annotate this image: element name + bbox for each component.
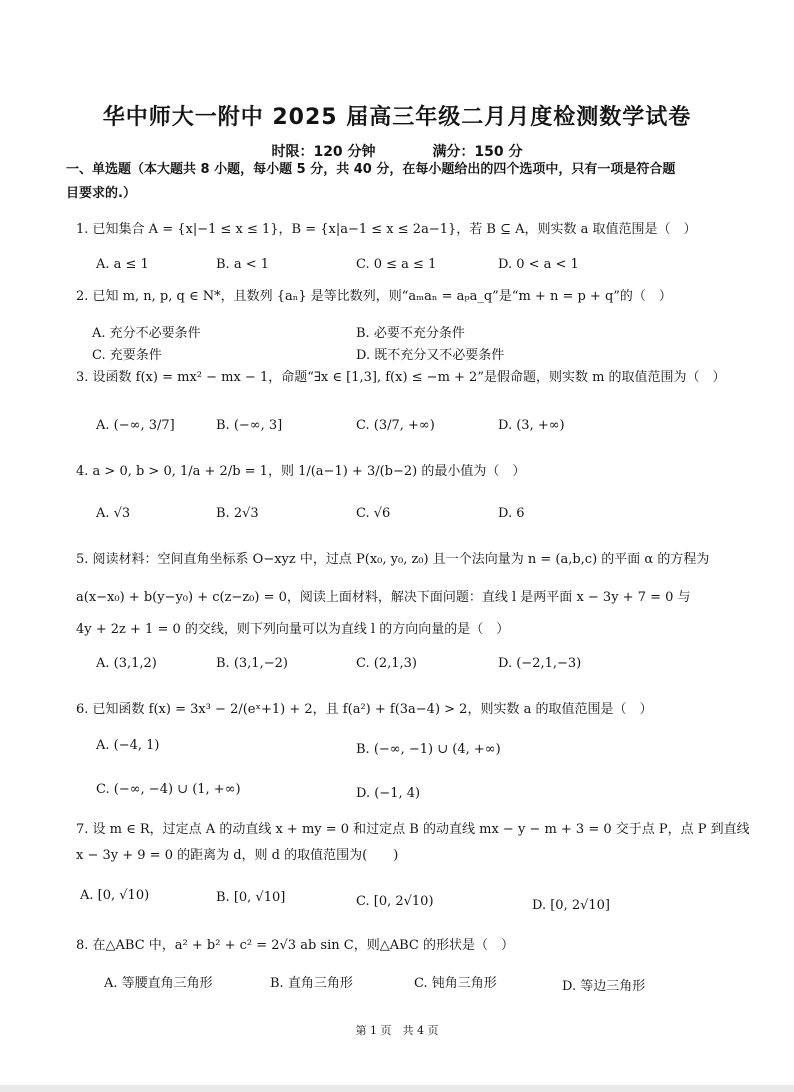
q1-option-a: A. a ≤ 1 — [96, 257, 149, 272]
q2-option-a: A. 充分不必要条件 — [92, 326, 201, 341]
q3-option-b: B. (−∞, 3] — [216, 418, 283, 433]
q2-option-b: B. 必要不充分条件 — [356, 326, 465, 341]
question-2-stem: 2. 已知 m, n, p, q ∈ N*，且数列 {aₙ} 是等比数列，则“aₘaₙ = aₚa_q”是“m + n = p + q”的（ ） — [76, 289, 672, 304]
q8-option-c: C. 钝角三角形 — [414, 976, 497, 991]
question-5-stem-line-3: 4y + 2z + 1 = 0 的交线，则下列向量可以为直线 l 的方向向量的是（ ） — [76, 622, 510, 637]
q8-option-a: A. 等腰直角三角形 — [104, 976, 213, 991]
q5-option-c: C. (2,1,3) — [356, 656, 417, 671]
q6-option-c: C. (−∞, −4) ∪ (1, +∞) — [96, 782, 241, 797]
question-7-stem-line-1: 7. 设 m ∈ R，过定点 A 的动直线 x + my = 0 和过定点 B 的动直线 mx − y − m + 3 = 0 交于点 P，点 P 到直线 — [76, 822, 750, 837]
q4-option-b: B. 2√3 — [216, 506, 259, 521]
question-5-stem-line-1: 5. 阅读材料：空间直角坐标系 O−xyz 中，过点 P(x₀, y₀, z₀) 且一个法向量为 n = (a,b,c) 的平面 α 的方程为 — [76, 552, 710, 567]
q4-option-d: D. 6 — [498, 506, 525, 521]
question-8-stem: 8. 在△ABC 中，a² + b² + c² = 2√3 ab sin C，则△ABC 的形状是（ ） — [76, 938, 514, 953]
q7-option-c: C. [0, 2√10) — [356, 894, 434, 909]
q1-option-b: B. a < 1 — [216, 257, 269, 272]
q5-option-b: B. (3,1,−2) — [216, 656, 288, 671]
question-1-stem: 1. 已知集合 A = {x|−1 ≤ x ≤ 1}，B = {x|a−1 ≤ x ≤ 2a−1}，若 B ⊆ A，则实数 a 取值范围是（ ） — [76, 222, 697, 237]
section-heading-cont: 目要求的.） — [66, 186, 136, 201]
q8-option-d: D. 等边三角形 — [562, 979, 646, 994]
q7-option-a: A. [0, √10) — [80, 888, 150, 903]
q7-option-d: D. [0, 2√10] — [532, 898, 610, 913]
question-6-stem: 6. 已知函数 f(x) = 3x³ − 2/(eˣ+1) + 2，且 f(a²) + f(3a−4) > 2，则实数 a 的取值范围是（ ） — [76, 702, 653, 717]
page-footer: 第 1 页 共 4 页 — [355, 1024, 439, 1037]
q5-option-d: D. (−2,1,−3) — [498, 656, 582, 671]
q8-option-b: B. 直角三角形 — [270, 976, 353, 991]
q5-option-a: A. (3,1,2) — [96, 656, 157, 671]
q3-option-c: C. (3/7, +∞) — [356, 418, 435, 433]
exam-title: 华中师大一附中 2025 届高三年级二月月度检测数学试卷 — [102, 105, 692, 130]
section-heading: 一、单选题（本大题共 8 小题，每小题 5 分，共 40 分，在每小题给出的四个选项中，只有一项是符合题 — [66, 162, 676, 177]
q4-option-c: C. √6 — [356, 506, 391, 521]
question-3-stem: 3. 设函数 f(x) = mx² − mx − 1，命题“∃x ∈ [1,3], f(x) ≤ −m + 2”是假命题，则实数 m 的取值范围为（ ） — [76, 370, 726, 385]
full-score: 满分：150 分 — [432, 144, 523, 160]
q2-option-c: C. 充要条件 — [92, 348, 162, 363]
q3-option-d: D. (3, +∞) — [498, 418, 565, 433]
question-5-stem-line-2: a(x−x₀) + b(y−y₀) + c(z−z₀) = 0，阅读上面材料，解决下面问题：直线 l 是两平面 x − 3y + 7 = 0 与 — [76, 590, 691, 605]
question-4-stem: 4. a > 0, b > 0, 1/a + 2/b = 1，则 1/(a−1) + 3/(b−2) 的最小值为（ ） — [76, 464, 526, 479]
question-7-stem-line-2: x − 3y + 9 = 0 的距离为 d，则 d 的取值范围为( ) — [76, 848, 399, 863]
q7-option-b: B. [0, √10] — [216, 890, 286, 905]
scan-edge — [0, 1085, 794, 1092]
q4-option-a: A. √3 — [96, 506, 131, 521]
q6-option-d: D. (−1, 4) — [356, 786, 421, 801]
q3-option-a: A. (−∞, 3/7] — [96, 418, 175, 433]
q6-option-a: A. (−4, 1) — [96, 738, 160, 753]
q2-option-d: D. 既不充分又不必要条件 — [356, 348, 505, 363]
q6-option-b: B. (−∞, −1) ∪ (4, +∞) — [356, 742, 501, 757]
q1-option-c: C. 0 ≤ a ≤ 1 — [356, 257, 437, 272]
time-limit: 时限：120 分钟 — [271, 144, 376, 160]
exam-meta — [0, 141, 794, 161]
q1-option-d: D. 0 < a < 1 — [498, 257, 579, 272]
